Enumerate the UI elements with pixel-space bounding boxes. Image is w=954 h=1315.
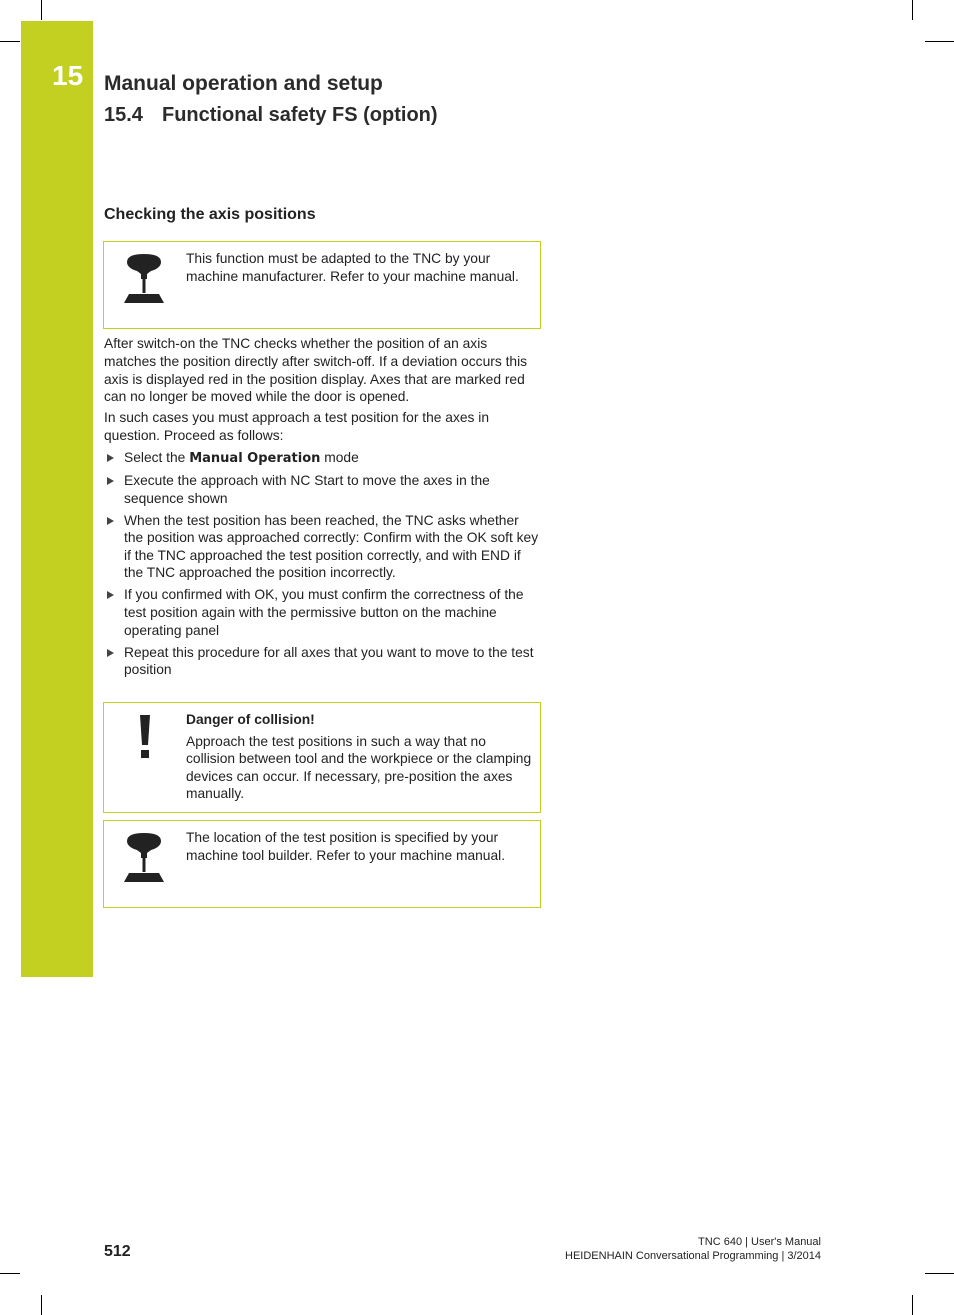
arrow-right-icon [107,649,114,657]
step-text: When the test position has been reached, the TNC asks whether the position was approached correctly: Confirm with the OK soft key if the TNC approached the test position correctly, and with END if the TNC approached the position incorrectly. [124,512,539,581]
crop-mark [925,1273,954,1274]
arrow-right-icon [107,454,114,462]
footer-line: HEIDENHAIN Conversational Programming | 3/2014 [565,1250,821,1262]
chapter-sidebar [21,21,93,977]
crop-mark [912,0,913,20]
list-item [104,472,540,507]
section-title: Functional safety FS (option) [162,104,438,126]
warning-box [103,702,541,813]
footer-info [565,1235,821,1263]
step-text: Repeat this procedure for all axes that you want to move to the test position [124,644,534,678]
note-icon-area [104,242,186,328]
note-body [186,703,532,803]
note-body [186,821,532,864]
exclamation-icon [138,715,152,761]
note-box [103,241,541,329]
warning-text: Approach the test positions in such a way that no collision between tool and the workpiece or the clamping devices can occur. If necessary, pre-position the axes manually. [186,733,532,801]
list-item [104,586,540,639]
paragraph: In such cases you must approach a test position for the axes in question. Proceed as follows: [104,410,489,443]
crop-mark [912,1295,913,1315]
crop-mark [0,1273,20,1274]
crop-mark [41,1295,42,1315]
arrow-right-icon [107,517,114,525]
section-heading [104,104,438,127]
subsection-title: Checking the axis positions [104,206,316,223]
arrow-right-icon [107,477,114,485]
note-icon-area [104,703,186,812]
footer-line: TNC 640 | User's Manual [698,1236,821,1248]
note-icon-area [104,821,186,907]
section-number: 15.4 [104,104,143,126]
warning-heading: Danger of collision! [186,712,315,727]
step-text: mode [320,450,359,465]
step-keyword: Manual Operation [189,451,321,466]
arrow-right-icon [107,591,114,599]
list-item [104,644,540,679]
paragraph: After switch-on the TNC checks whether the position of an axis matches the position directly after switch-off. If a deviation occurs this axis is displayed red in the position display. Axes that are marked red can no longer be moved while the door is opened. [104,336,528,405]
chapter-number: 15 [52,60,84,91]
note-text: The location of the test position is specified by your machine tool builder. Refer to your machine manual. [186,830,506,863]
chapter-title: Manual operation and setup [104,72,383,95]
list-item [104,512,540,582]
crop-mark [925,41,954,42]
step-text: Select the [124,450,190,465]
machine-tool-icon [123,831,165,887]
step-text: If you confirmed with OK, you must confirm the correctness of the test position again with the permissive button on the machine operating panel [124,587,524,638]
list-item [104,449,540,468]
machine-tool-icon [123,252,165,308]
note-text: This function must be adapted to the TNC by your machine manufacturer. Refer to your machine manual. [186,251,519,284]
note-box [103,820,541,908]
step-text: Execute the approach with NC Start to move the axes in the sequence shown [124,472,490,506]
procedure-list [104,449,540,683]
note-body [186,242,532,285]
page-number: 512 [104,1243,131,1260]
crop-mark [41,0,42,20]
crop-mark [0,41,20,42]
